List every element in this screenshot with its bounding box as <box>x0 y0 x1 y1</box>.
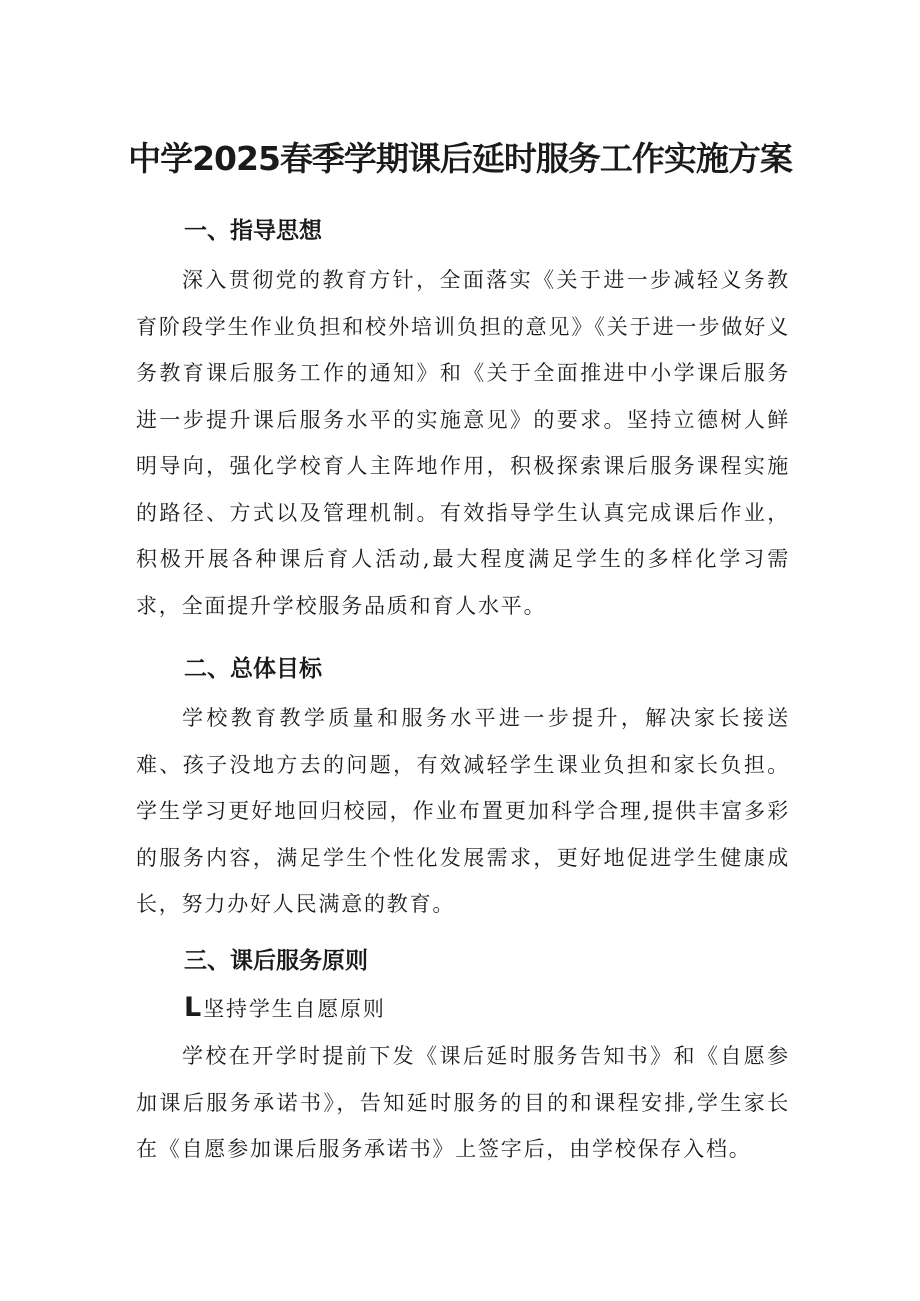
document-title: 中学2025春季学期课后延时服务工作实施方案 <box>128 139 792 178</box>
subheading-marker: L <box>184 992 202 1023</box>
subheading-voluntary-principle <box>184 990 386 1027</box>
section-heading-overall-goal: 二、总体目标 <box>184 656 322 682</box>
section-paragraph-service-principles: 学校在开学时提前下发《课后延时服务告知书》和《自愿参加课后服务承诺书》，告知延时服务的目的和课程安排,学生家长在《自愿参加课后服务承诺书》上签字后，由学校保存入档。 <box>136 1044 790 1161</box>
section-heading-service-principles: 三、课后服务原则 <box>184 948 368 974</box>
section-paragraph-guiding-ideology: 深入贯彻党的教育方针，全面落实《关于进一步减轻义务教育阶段学生作业负担和校外培训负担的意见》《关于进一步做好义务教育课后服务工作的通知》和《关于全面推进中小学课后服务进一步提升课后服务水平的实施意见》的要求。坚持立德树人鲜明导向，强化学校育人主阵地作用，积极探索课后服务课程实施的路径、方式以及管理机制。有效指导学生认真完成课后作业，积极开展各种课后育人活动,最大程度满足学生的多样化学习需求，全面提升学校服务品质和育人水平。 <box>136 268 790 618</box>
section-heading-guiding-ideology: 一、指导思想 <box>184 218 322 244</box>
section-paragraph-overall-goal: 学校教育教学质量和服务水平进一步提升，解决家长接送难、孩子没地方去的问题，有效减轻学生课业负担和家长负担。学生学习更好地回归校园，作业布置更加科学合理,提供丰富多彩的服务内容，满足学生个性化发展需求，更好地促进学生健康成长，努力办好人民满意的教育。 <box>136 706 790 916</box>
subheading-text: 坚持学生自愿原则 <box>203 997 386 1021</box>
